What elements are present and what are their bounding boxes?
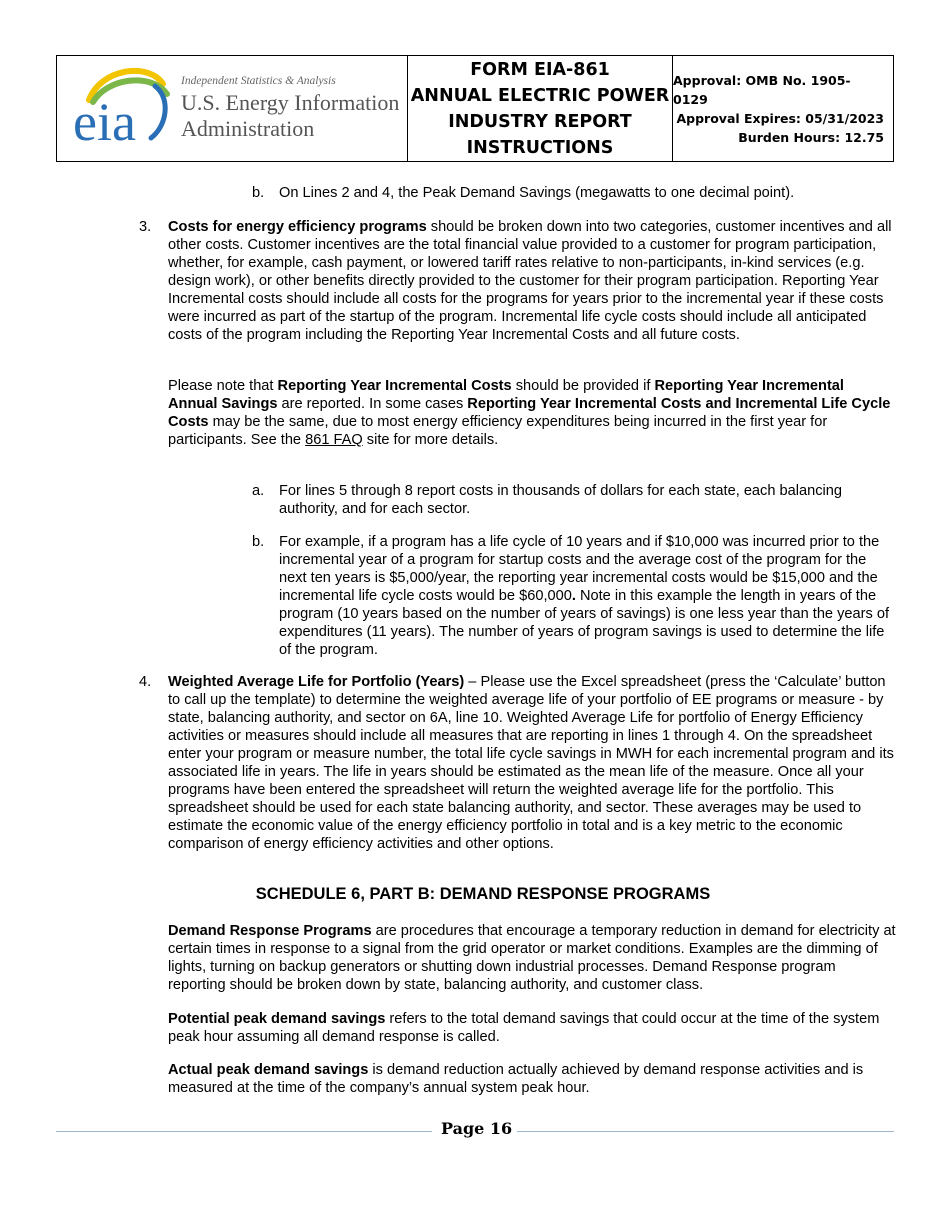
omb-number: Approval: OMB No. 1905-0129: [673, 72, 851, 107]
item-3b-example: [279, 533, 897, 659]
footer-rule-right: [517, 1131, 894, 1132]
form-title-line: INDUSTRY REPORT: [448, 111, 632, 132]
agency-line-2: Administration: [181, 116, 315, 141]
item-4-heading: Weighted Average Life for Portfolio (Years): [168, 674, 465, 690]
form-title: [411, 57, 670, 161]
logo-cell: [57, 56, 408, 161]
potential-savings-definition: [168, 1010, 896, 1046]
tagline: Independent Statistics & Analysis: [181, 75, 336, 87]
note-bold: Reporting Year Incremental Costs and Incremental Life Cycle Costs: [168, 396, 891, 430]
list-number: 4.: [139, 674, 152, 690]
form-title-line: INSTRUCTIONS: [466, 137, 614, 158]
dr-text: are procedures that encourage a temporary reduction in demand for electricity at certain times in response to a signal from the grid operator or market conditions. Examples are the dimming of lights, turning on backup generators or shutting down industrial processes. Demand Response program reporting should be broken down by state, balancing authority, and customer class.: [168, 923, 896, 993]
actual-savings-definition: [168, 1061, 896, 1097]
note-bold: Reporting Year Incremental Costs: [277, 378, 512, 394]
footer-rule-left: [56, 1131, 432, 1132]
page-number: Page 16: [441, 1119, 513, 1138]
example-period: .: [571, 588, 576, 604]
potential-text: refers to the total demand savings that could occur at the time of the system peak hour assuming all demand response is called.: [168, 1011, 880, 1045]
potential-term: Potential peak demand savings: [168, 1011, 386, 1027]
approval-cell: [673, 56, 893, 161]
list-number: 3.: [139, 219, 152, 235]
item-3-text: should be broken down into two categories, customer incentives and all other costs. Customer incentives are the total financial value provided to a customer for program participation, whether, for example, cash payment, or lowered tariff rates relative to non-participants, in-kind services (e.g. design work), or other benefits directly provided to the customer for their program participation. Reporting Year Incremental costs should include all costs for the programs for years prior to the incremental year if these costs were incurred as part of the startup of the program. Incremental life cycle costs should include all anticipated costs of the program including the Reporting Year Incremental Costs and all future costs.: [168, 219, 892, 343]
form-title-line: ANNUAL ELECTRIC POWER: [410, 85, 670, 106]
note-text: site for more details.: [362, 432, 499, 448]
list-label: a.: [252, 483, 265, 499]
form-title-line: FORM EIA-861: [470, 59, 610, 80]
list-label: b.: [252, 534, 265, 550]
list-label: b.: [252, 185, 265, 201]
example-text: For example, if a program has a life cycle of 10 years and if $10,000 was incurred prior to the incremental year of a program for startup costs and the average cost of the program for the next ten years is $5,000/year, the reporting year incremental costs would be $15,000 and the incremental life cycle costs would be $60,000: [279, 534, 880, 604]
section-heading: SCHEDULE 6, PART B: DEMAND RESPONSE PROGRAMS: [255, 885, 711, 903]
eia-logo: [71, 62, 181, 152]
approval-expiry: Approval Expires: 05/31/2023: [676, 110, 884, 126]
agency-name: [181, 90, 399, 142]
actual-term: Actual peak demand savings: [168, 1062, 369, 1078]
item-3a-units: For lines 5 through 8 report costs in thousands of dollars for each state, each balancing authority, and for each sector.: [279, 483, 842, 517]
logo-text: eia: [73, 92, 136, 152]
item-3-costs: [168, 218, 896, 344]
note-paragraph: [168, 377, 896, 449]
note-text: Please note that: [168, 378, 278, 394]
note-text: are reported. In some cases: [277, 396, 468, 412]
item-4-text: – Please use the Excel spreadsheet (press the ‘Calculate’ button to call up the template) to determine the weighted average life of your portfolio of EE programs or measure - by state, balancing authority, and sector on 6A, line 10. Weighted Average Life for portfolio of Energy Efficiency activities or measures should include all measures that are reporting in lines 1 through 4. On the spreadsheet enter your program or measure number, the total life cycle savings in MWH for each incremental program and its associated life in years. The life in years should be estimated as the mean life of the measure. Once all your programs have been entered the spreadsheet will return the weighted average life for the portfolio. This spreadsheet should be used for each state balancing authority, and sector. These averages may be used to estimate the economic value of the energy efficiency portfolio in total and is a key metric to the economic comparison of energy efficiency activities and other options.: [168, 674, 894, 852]
actual-text: is demand reduction actually achieved by demand response activities and is measured at the time of the company’s annual system peak hour.: [168, 1062, 864, 1096]
note-text: may be the same, due to most energy efficiency expenditures being incurred in the first year for participants. See the: [168, 414, 828, 448]
form-title-cell: [408, 56, 673, 161]
item-3-heading: Costs for energy efficiency programs: [168, 219, 427, 235]
document-header: [56, 55, 894, 162]
example-text: Note in this example the length in years of the program (10 years based on the number of years of savings) is one less year than the years of expenditures (11 years). The number of years of program savings is used to determine the life of the program.: [279, 588, 890, 658]
note-bold: Reporting Year Incremental Annual Savings: [168, 378, 844, 412]
burden-hours: Burden Hours: 12.75: [738, 129, 884, 145]
demand-response-definition: [168, 922, 896, 994]
item-b-peak-demand: On Lines 2 and 4, the Peak Demand Savings (megawatts to one decimal point).: [279, 185, 795, 201]
agency-line-1: U.S. Energy Information: [181, 90, 400, 115]
dr-term: Demand Response Programs: [168, 923, 372, 939]
note-text: should be provided if: [511, 378, 655, 394]
item-4-weighted-life: [168, 673, 896, 853]
faq-link[interactable]: 861 FAQ: [305, 432, 363, 448]
